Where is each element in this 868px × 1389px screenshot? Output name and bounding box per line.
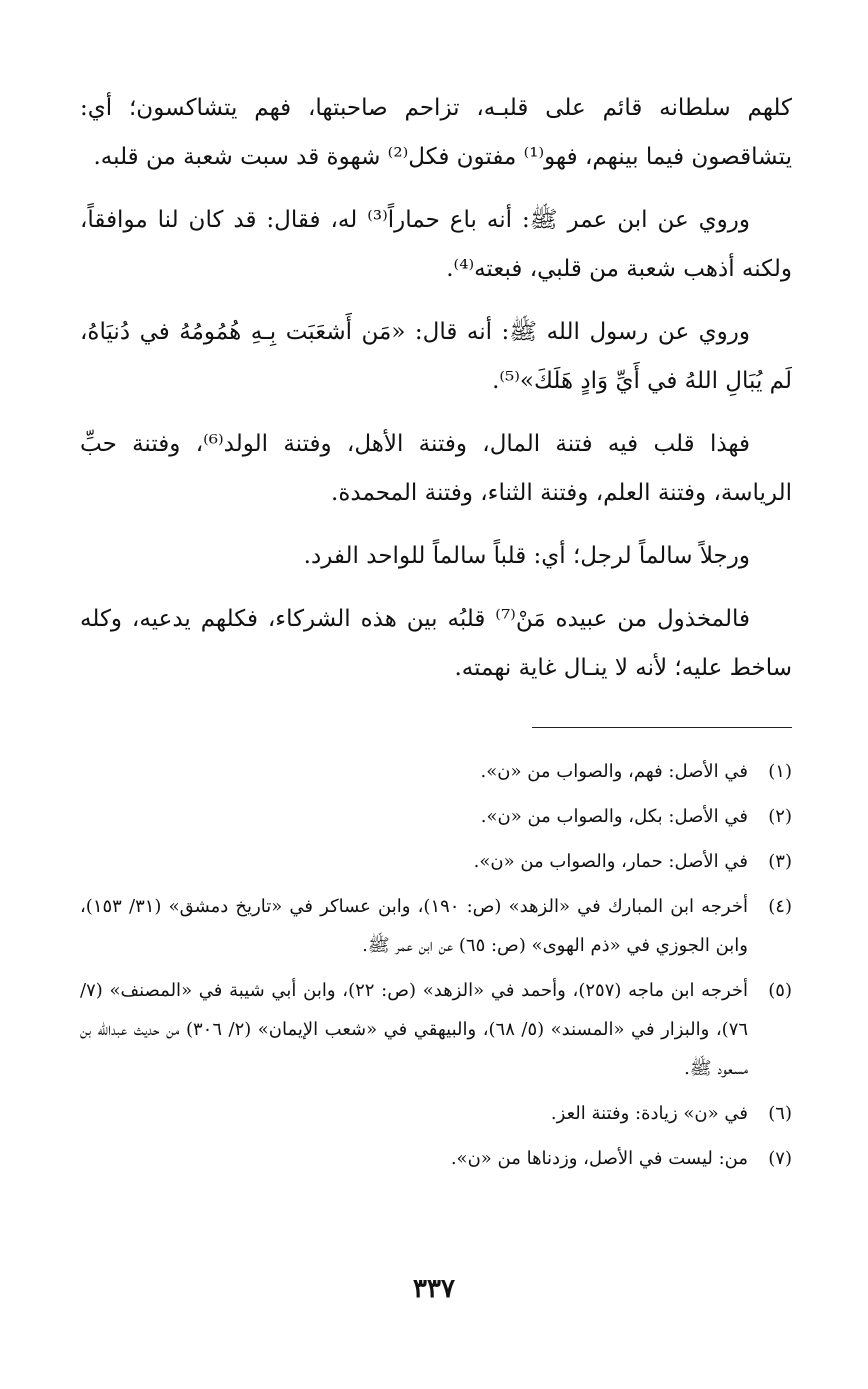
footnote-number: (٣)	[768, 851, 792, 872]
footnote-text: في الأصل: حمار، والصواب من «ن».	[473, 851, 748, 872]
footnote-separator	[532, 727, 792, 728]
footnote	[80, 797, 792, 836]
footnote-number: (٢)	[768, 806, 792, 827]
footnote	[80, 887, 792, 965]
footnote	[80, 842, 792, 881]
paragraph-4: فهذا قلب فيه فتنة المال، وفتنة الأهل، وفتنة الولد⁽⁶⁾، وفتنة حبِّ الرياسة، وفتنة العلم، وفتنة الثناء، وفتنة المحمدة.	[80, 431, 792, 506]
paragraph-6: فالمخذول من عبيده مَنْ⁽⁷⁾ قلبُه بين هذه الشركاء، فكلهم يدعيه، وكله ساخط عليه؛ لأنه لا ينـال غاية نهمته.	[80, 606, 792, 681]
footnote-number: (٥)	[768, 980, 792, 1001]
footnote	[80, 971, 792, 1088]
footnote-text: أخرجه ابن ماجه (٢٥٧)، وأحمد في «الزهد» (ص: ٢٢)، وابن أبي شيبة في «المصنف» (٧/ ٧٦)، والبزار في «المسند» (٥/ ٦٨)، والبيهقي في «شعب الإيمان» (٢/ ٣٠٦) من حديث عبدالله بن مسعود ﷺ.	[80, 980, 749, 1079]
footnote-text: من: ليست في الأصل، وزدناها من «ن».	[450, 1148, 748, 1169]
footnote-number: (٤)	[768, 896, 792, 917]
footnote-number: (٧)	[768, 1148, 792, 1169]
footnote-text: في الأصل: فهم، والصواب من «ن».	[480, 761, 748, 782]
footnote-number: (٦)	[768, 1103, 792, 1124]
page-number: ٣٣٧	[413, 1274, 455, 1304]
footnote-text: أخرجه ابن المبارك في «الزهد» (ص: ١٩٠)، وابن عساكر في «تاريخ دمشق» (٣١/ ١٥٣)، وابن الجوزي في «ذم الهوى» (ص: ٦٥) عن ابن عمر ﷺ.	[80, 896, 748, 956]
footnote-text: في الأصل: بكل، والصواب من «ن».	[480, 806, 748, 827]
paragraph-1: كلهم سلطانه قائم على قلبـه، تزاحم صاحبتها، فهم يتشاكسون؛ أي: يتشاقصون فيما بينهم، فهو⁽¹⁾ مفتون فكل⁽²⁾ شهوة قد سبت شعبة من قلبه.	[80, 95, 792, 170]
paragraph-5: ورجلاً سالماً لرجل؛ أي: قلباً سالماً للواحد الفرد.	[303, 543, 750, 569]
footnotes	[80, 752, 792, 1184]
main-text	[80, 84, 792, 707]
footnote-text: في «ن» زيادة: وفتنة العز.	[550, 1103, 748, 1124]
footnote	[80, 752, 792, 791]
paragraph-3-hadith: وروي عن رسول الله ﷺ: أنه قال: «مَن أَشعَبَت بِـهِ هُمُومُهُ في دُنيَاهُ، لَم يُبَالِ اللهُ في أَيِّ وَادٍ هَلَكَ»⁽⁵⁾.	[80, 319, 792, 394]
paragraph-2: وروي عن ابن عمر ﷺ: أنه باع حماراً⁽³⁾ له، فقال: قد كان لنا موافقاً، ولكنه أذهب شعبة من قلبي، فبعته⁽⁴⁾.	[80, 207, 792, 282]
footnote	[80, 1139, 792, 1178]
footnote	[80, 1094, 792, 1133]
footnote-number: (١)	[768, 761, 792, 782]
